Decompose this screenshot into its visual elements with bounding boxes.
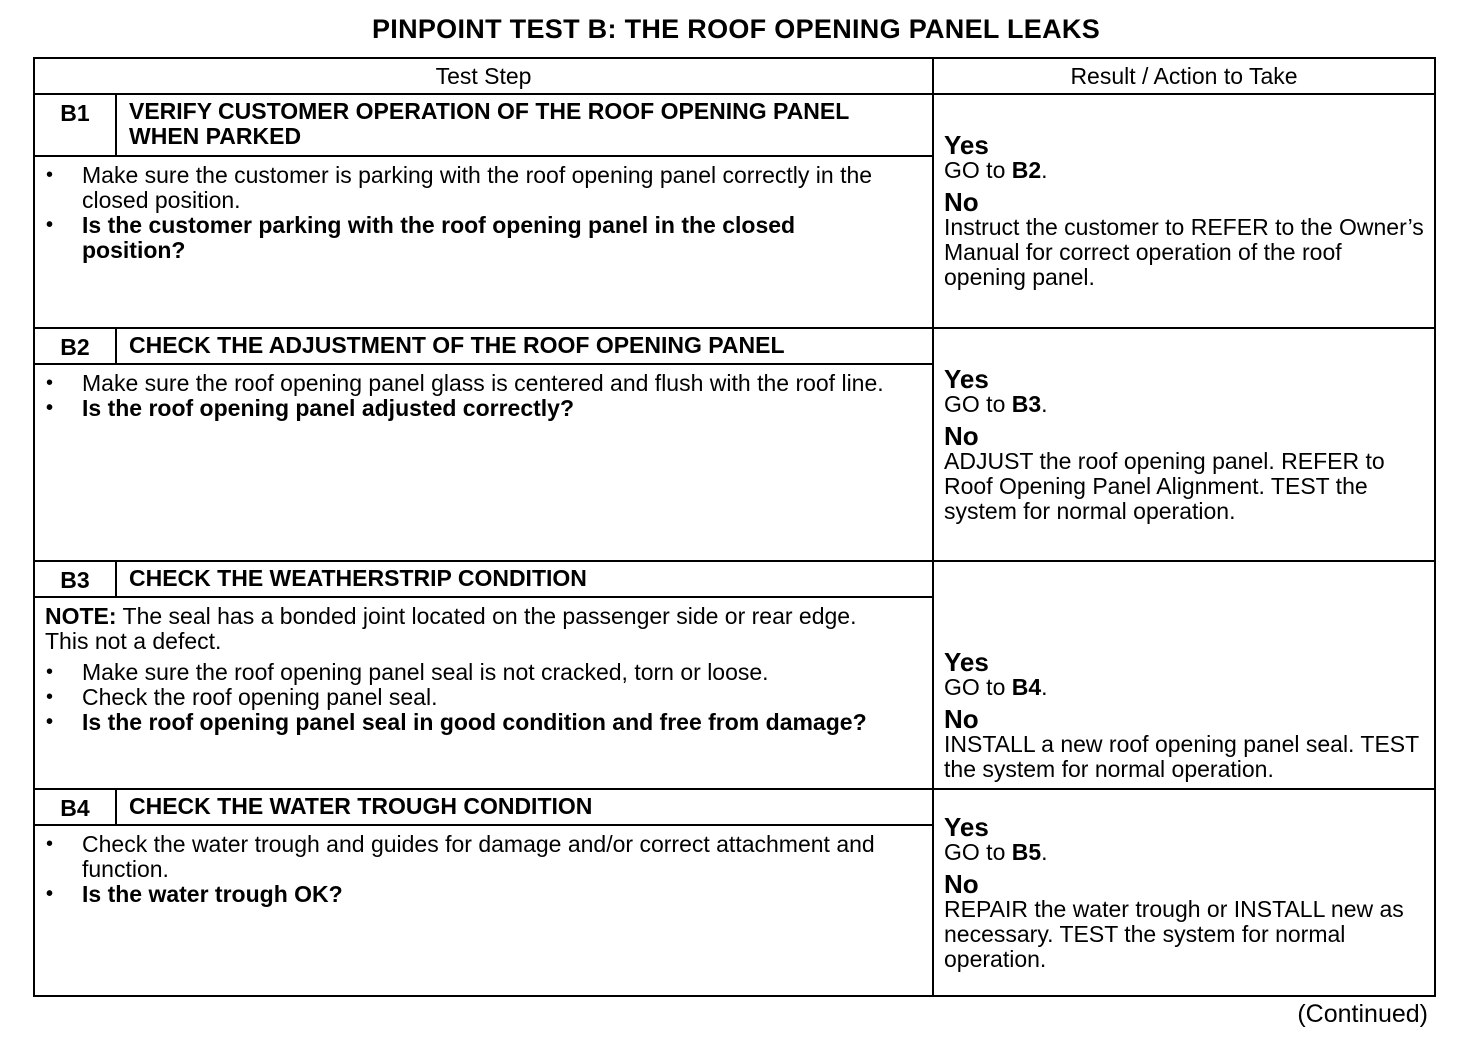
- step-result: [933, 789, 1435, 996]
- no-label: No: [944, 187, 979, 217]
- yes-action: GO to B2.: [944, 157, 1048, 183]
- pinpoint-test-table: [33, 57, 1436, 997]
- yes-step-ref: B2: [1011, 157, 1042, 183]
- column-header-test-step: Test Step: [34, 58, 933, 94]
- step-id: B2: [34, 328, 116, 364]
- step-body: [34, 156, 933, 328]
- bullet-question: • Is the water trough OK?: [45, 882, 902, 907]
- step-id: B1: [34, 94, 116, 156]
- step-heading: CHECK THE WATER TROUGH CONDITION: [116, 789, 933, 825]
- bullet-item: • Check the water trough and guides for damage and/or correct attachment and function.: [45, 832, 902, 882]
- step-heading: CHECK THE ADJUSTMENT OF THE ROOF OPENING PANEL: [116, 328, 933, 364]
- no-action: ADJUST the roof opening panel. REFER to Roof Opening Panel Alignment. TEST the system for normal operation.: [944, 447, 1385, 524]
- step-bullet-list: [45, 660, 902, 735]
- step-result: [933, 328, 1435, 561]
- step-body: [34, 825, 933, 996]
- step-heading-row: [34, 789, 1435, 825]
- step-heading-row: [34, 328, 1435, 364]
- note-text: The seal has a bonded joint located on the passenger side or rear edge. This not a defect.: [45, 603, 857, 654]
- step-bullet-list: [45, 163, 902, 263]
- step-id: B4: [34, 789, 116, 825]
- bullet-question: • Is the roof opening panel seal in good condition and free from damage?: [45, 710, 902, 735]
- yes-action: GO to B3.: [944, 390, 1048, 417]
- yes-action: GO to B5.: [944, 838, 1048, 865]
- no-label: No: [944, 704, 979, 734]
- step-bullet-list: [45, 371, 902, 421]
- header-row: [34, 58, 1435, 94]
- step-heading: CHECK THE WEATHERSTRIP CONDITION: [116, 561, 933, 597]
- yes-step-ref: B5: [1011, 838, 1042, 865]
- yes-label: Yes: [944, 647, 989, 677]
- step-result: [933, 94, 1435, 328]
- step-heading-row: [34, 94, 1435, 156]
- bullet-question: • Is the roof opening panel adjusted correctly?: [45, 396, 902, 421]
- step-heading-row: [34, 561, 1435, 597]
- yes-step-ref: B3: [1011, 390, 1042, 417]
- no-label: No: [944, 420, 979, 451]
- no-action: INSTALL a new roof opening panel seal. TEST the system for normal operation.: [944, 731, 1419, 782]
- bullet-item: • Make sure the customer is parking with the roof opening panel correctly in the closed position.: [45, 163, 902, 213]
- step-body: [34, 364, 933, 561]
- step-body: [34, 597, 933, 789]
- step-note: [45, 604, 902, 654]
- step-heading: VERIFY CUSTOMER OPERATION OF THE ROOF OPENING PANEL WHEN PARKED: [116, 94, 933, 156]
- yes-label: Yes: [944, 130, 989, 160]
- yes-label: Yes: [944, 363, 989, 394]
- yes-step-ref: B4: [1011, 674, 1042, 700]
- step-id: B3: [34, 561, 116, 597]
- step-result: [933, 561, 1435, 789]
- bullet-item: • Check the roof opening panel seal.: [45, 685, 902, 710]
- bullet-item: • Make sure the roof opening panel seal is not cracked, torn or loose.: [45, 660, 902, 685]
- step-bullet-list: [45, 832, 902, 907]
- yes-action: GO to B4.: [944, 674, 1048, 700]
- no-label: No: [944, 868, 979, 899]
- bullet-question: • Is the customer parking with the roof opening panel in the closed position?: [45, 213, 902, 263]
- continued-label: (Continued): [1297, 1000, 1428, 1028]
- note-label: NOTE:: [45, 603, 117, 629]
- page-title: PINPOINT TEST B: THE ROOF OPENING PANEL LEAKS: [371, 14, 1101, 44]
- bullet-item: • Make sure the roof opening panel glass is centered and flush with the roof line.: [45, 371, 902, 396]
- yes-label: Yes: [944, 811, 989, 842]
- no-action: Instruct the customer to REFER to the Owner’s Manual for correct operation of the roof opening panel.: [944, 214, 1424, 290]
- no-action: REPAIR the water trough or INSTALL new as necessary. TEST the system for normal operation.: [944, 895, 1404, 972]
- column-header-result: Result / Action to Take: [933, 58, 1435, 94]
